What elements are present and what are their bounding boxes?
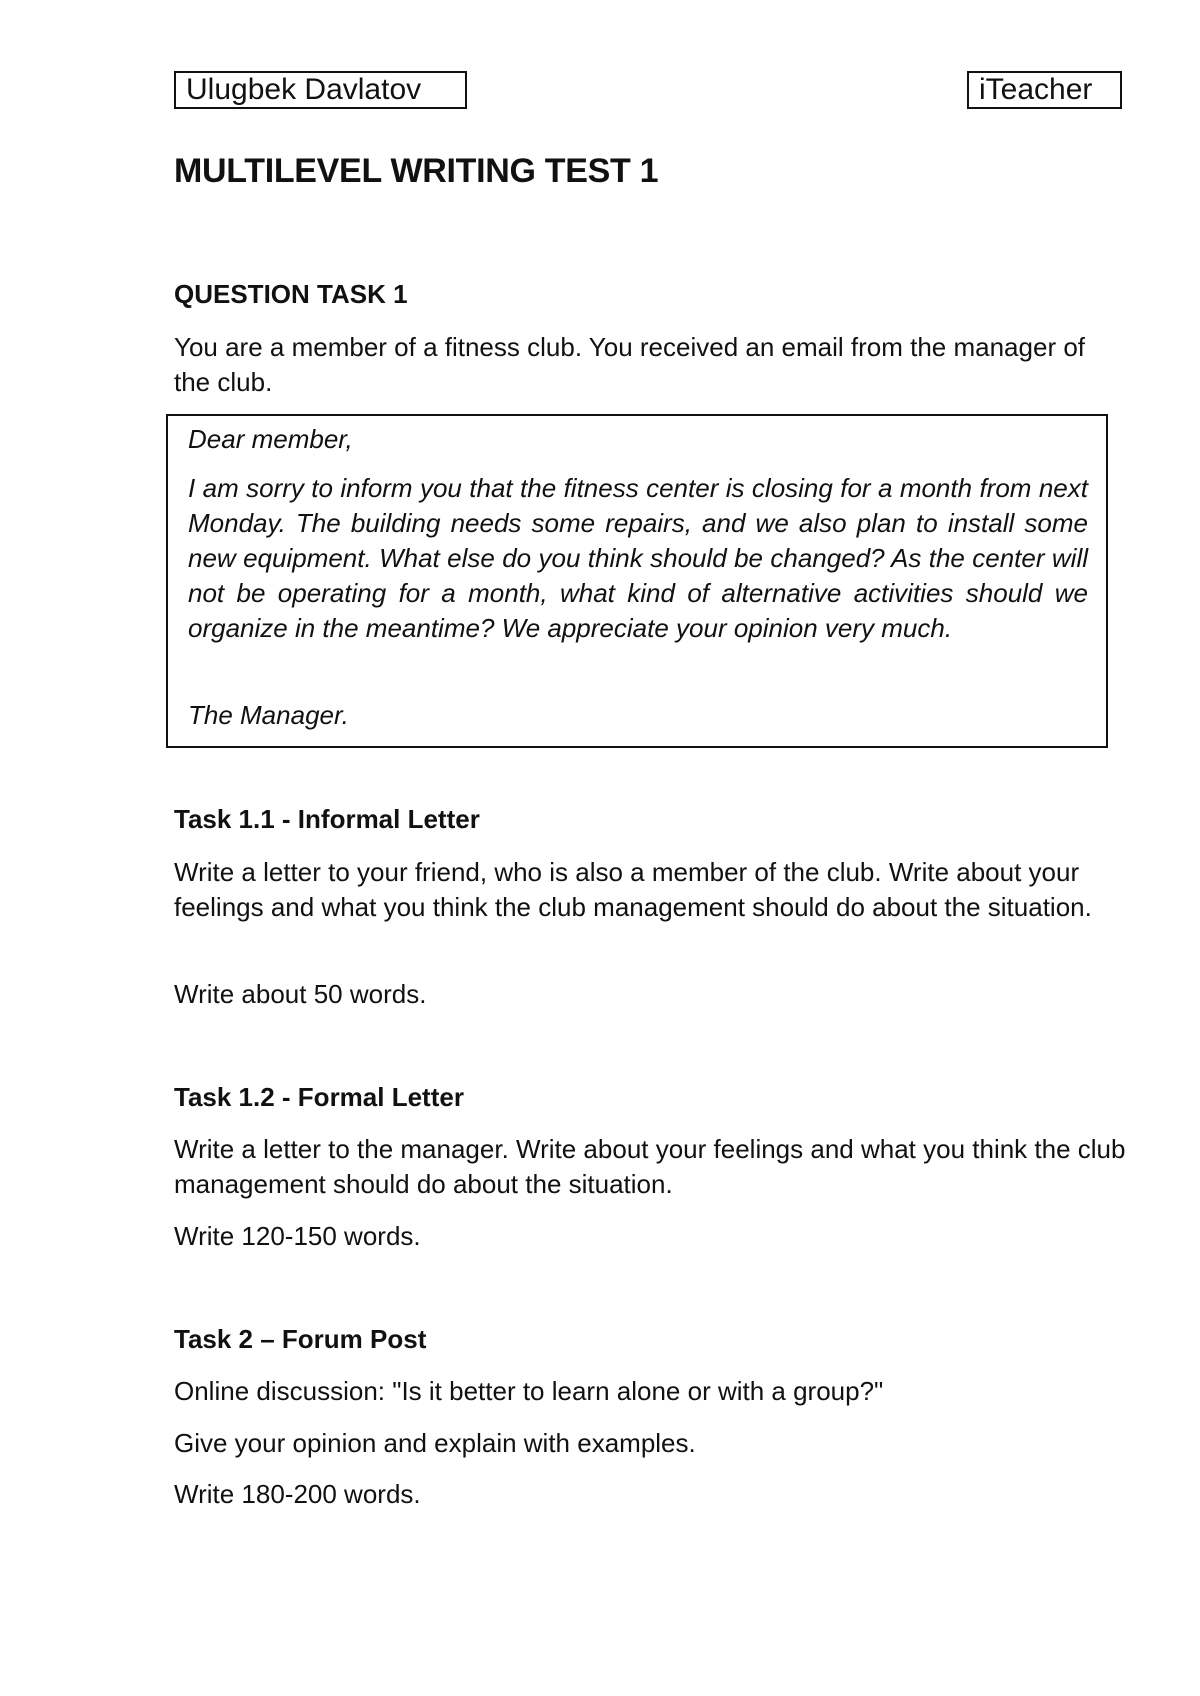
email-signature: The Manager. (188, 700, 349, 730)
task12-heading: Task 1.2 - Formal Letter (174, 1082, 464, 1112)
email-greeting: Dear member, (188, 424, 353, 454)
question-intro: You are a member of a fitness club. You received an email from the manager of the club. (174, 332, 1086, 397)
task2-instruction: Give your opinion and explain with examples. (174, 1428, 696, 1458)
task11-heading: Task 1.1 - Informal Letter (174, 804, 480, 834)
question-heading: QUESTION TASK 1 (174, 279, 408, 309)
task2-heading: Task 2 – Forum Post (174, 1324, 427, 1354)
task12-instruction: Write a letter to the manager. Write about your feelings and what you think the club management should do about the situation. (174, 1134, 1126, 1199)
email-box (166, 414, 1108, 748)
task2-prompt: Online discussion: "Is it better to learn alone or with a group?" (174, 1376, 884, 1406)
brand-name: iTeacher (967, 71, 1122, 109)
task11-word-count: Write about 50 words. (174, 979, 427, 1009)
author-name: Ulugbek Davlatov (174, 71, 467, 109)
task12-word-count: Write 120-150 words. (174, 1221, 421, 1251)
email-body: I am sorry to inform you that the fitness center is closing for a month from next Monday. The building needs some repairs, and we also plan to install some new equipment. What else do you think should be changed? As the center will not be operating for a month, what kind of alternative activities should we organize in the meantime? We appreciate your opinion very much. (188, 473, 1088, 643)
task2-word-count: Write 180-200 words. (174, 1479, 421, 1509)
task11-instruction: Write a letter to your friend, who is also a member of the club. Write about your feelings and what you think the club management should do about the situation. (174, 857, 1092, 922)
page-title: MULTILEVEL WRITING TEST 1 (174, 152, 659, 190)
